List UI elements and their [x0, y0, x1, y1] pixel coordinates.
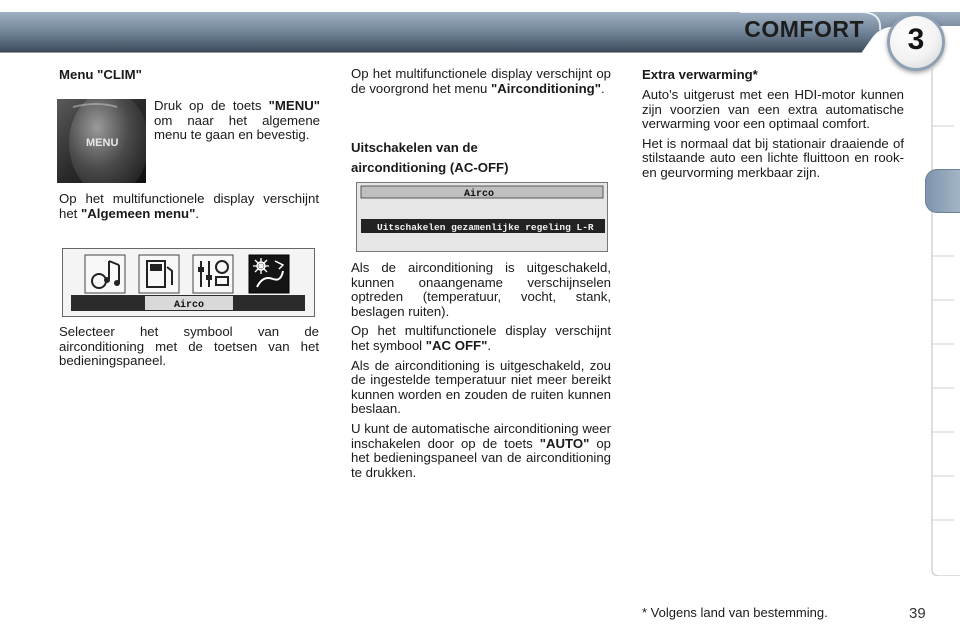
menu-key-label: "MENU"	[268, 98, 320, 113]
right-column	[642, 67, 904, 186]
left-column	[59, 67, 321, 87]
ac-off-heading-line2: airconditioning (AC-OFF)	[351, 160, 509, 175]
general-menu-display	[62, 248, 315, 317]
ac-off-heading-line1: Uitschakelen van de	[351, 140, 478, 155]
middle-column-body	[351, 261, 611, 485]
extra-heating-paragraph-2: Het is normaal dat bij stationair draaiende of stilstaande auto een lichte fluittoon en rook- en geurvorming merkbaar zijn.	[642, 135, 904, 180]
select-symbol-text	[59, 325, 319, 374]
menu-clim-heading: Menu "CLIM"	[59, 67, 142, 82]
ac-off-paragraph-1: Als de airconditioning is uitgeschakeld, kunnen onaangename verschijnselen optreden (temperatuur, vocht, stank, beslagen ruiten).	[351, 260, 611, 319]
display-text-suffix: .	[195, 205, 200, 221]
air-conditioning-icon	[249, 255, 289, 293]
ac-off-paragraph-3: Als de airconditioning is uitgeschakeld, zou de ingestelde temperatuur niet meer bereikt kunnen worden en zouden de ruiten kunnen beslaan.	[351, 357, 611, 417]
page-header	[0, 0, 960, 60]
auto-key-label: "AUTO"	[539, 435, 590, 451]
airco-display-selected-item: Uitschakelen gezamenlijke regeling L-R	[377, 222, 594, 233]
ac-off-p4-prefix: U kunt de automatische airconditioning weer inschakelen door op de toets	[351, 420, 611, 451]
airco-display-screen	[357, 183, 607, 251]
page-number: 39	[909, 605, 926, 622]
intro-prefix: Op het multifunctionele display verschijnt op de voorgrond het menu	[351, 66, 611, 96]
general-menu-label: "Algemeen menu"	[81, 205, 196, 221]
general-menu-caption: Airco	[174, 300, 205, 311]
audio-icon	[85, 255, 125, 293]
footnote: * Volgens land van bestemming.	[642, 605, 828, 620]
ac-off-p4-suffix: op het bedieningspaneel van de airconditioning te drukken.	[351, 435, 611, 480]
settings-icon	[193, 255, 233, 293]
chapter-tab-strip	[928, 66, 960, 576]
press-text-suffix: om naar het algemene menu te gaan en bevestig.	[154, 112, 320, 143]
ac-off-p2-prefix: Op het multifunctionele display verschijnt het symbool	[351, 323, 611, 353]
menu-icons	[63, 249, 314, 316]
middle-column-intro	[351, 67, 611, 101]
extra-heating-heading: Extra verwarming*	[642, 67, 758, 82]
active-chapter-tab[interactable]	[925, 169, 960, 213]
chapter-number: 3	[907, 23, 925, 56]
display-text-prefix: Op het multifunctionele display verschijnt het	[59, 191, 319, 221]
general-menu-text	[59, 192, 319, 226]
knob-label: MENU	[86, 137, 119, 149]
section-title: COMFORT	[744, 16, 864, 42]
menu-button-photo	[57, 99, 146, 183]
airco-display-title: Airco	[464, 189, 495, 200]
ac-off-symbol-label: "AC OFF"	[425, 337, 488, 353]
press-menu-text	[154, 99, 320, 148]
extra-heating-paragraph-1: Auto's uitgerust met een HDI-motor kunnen zijn voorzien van een extra automatische verwarming voor een optimaal comfort.	[642, 87, 904, 132]
ac-off-p2-suffix: .	[487, 337, 492, 353]
airco-menu-display	[356, 182, 608, 252]
press-text-prefix: Druk op de toets	[154, 98, 269, 113]
ac-off-heading	[351, 140, 611, 180]
select-symbol-paragraph: Selecteer het symbool van de airconditioning met de toetsen van het bedieningspaneel.	[59, 324, 319, 369]
intro-suffix: .	[600, 80, 605, 96]
airconditioning-menu-label: "Airconditioning"	[491, 80, 601, 96]
trip-computer-icon	[139, 255, 179, 293]
chapter-badge	[887, 13, 945, 71]
